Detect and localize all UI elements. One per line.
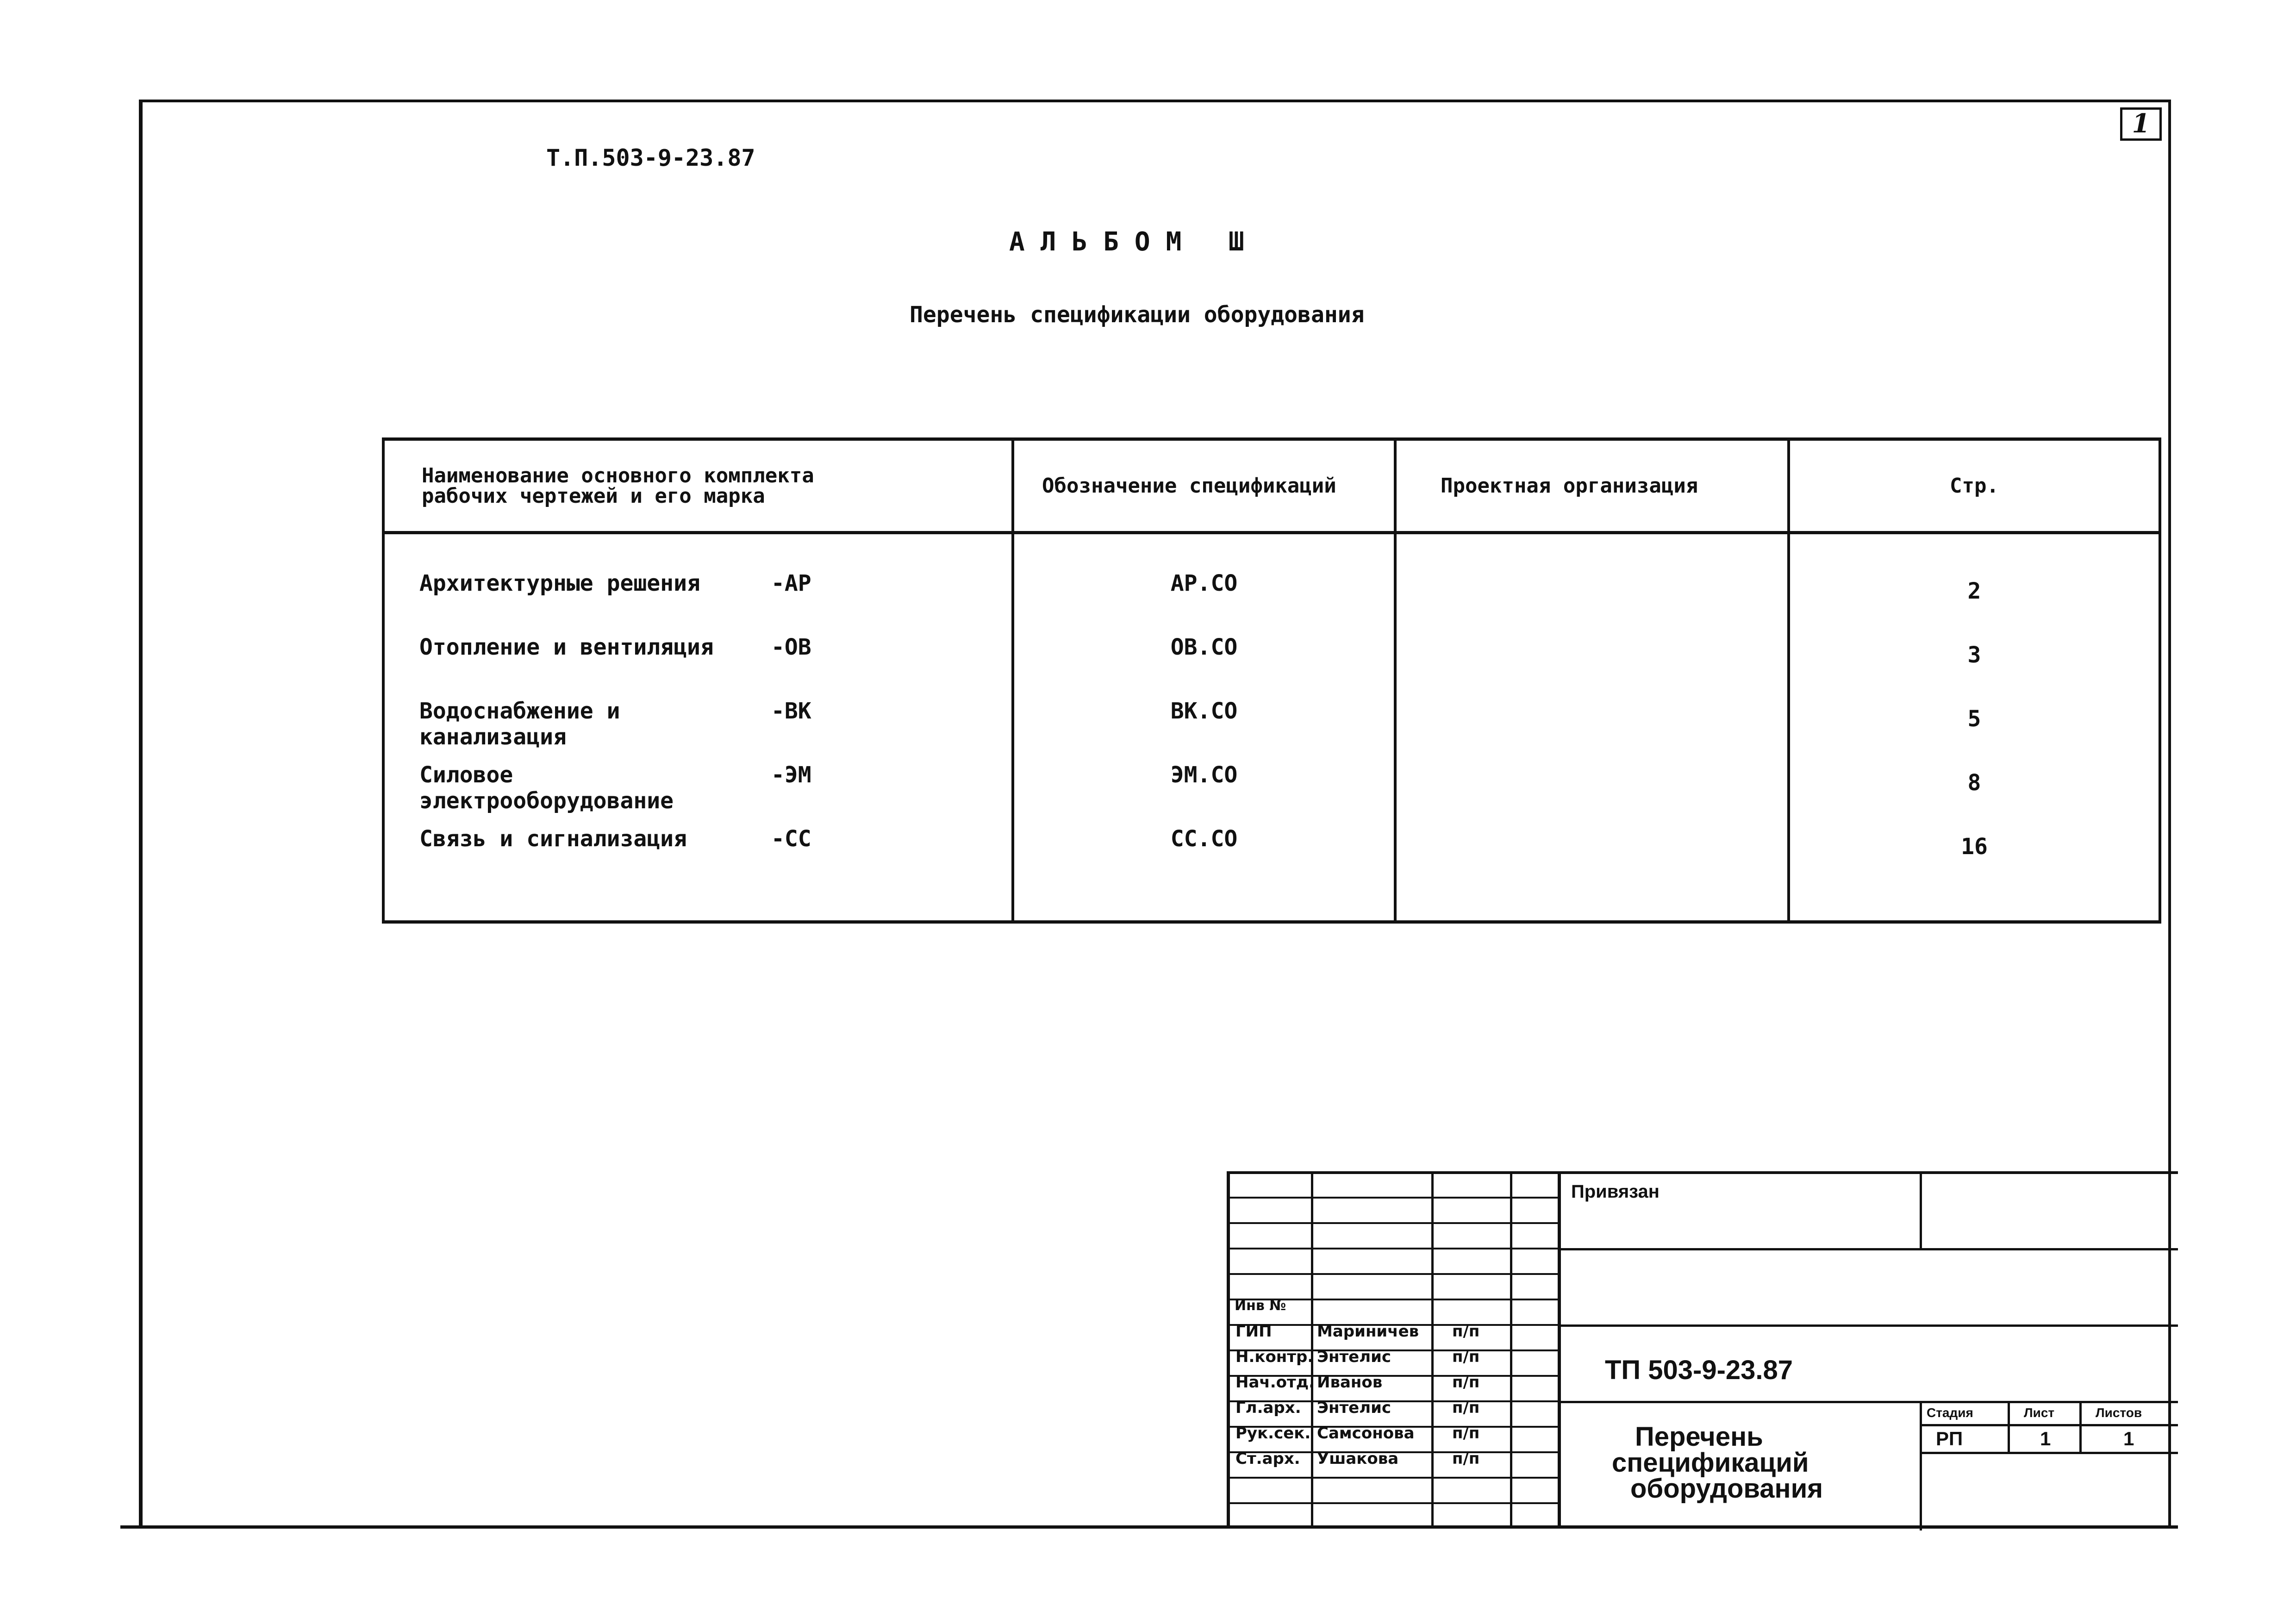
table-row xyxy=(385,570,1011,634)
divider xyxy=(1230,1502,1561,1504)
sheet-number-box xyxy=(2120,107,2162,141)
staff-role: Н.контр. xyxy=(1235,1348,1314,1366)
row-mark: -ОВ xyxy=(771,634,811,660)
divider xyxy=(1230,1273,1561,1275)
row-organization xyxy=(1397,570,1787,634)
divider xyxy=(1230,1477,1561,1479)
divider xyxy=(1230,1171,1561,1174)
row-designation: ЭМ.СО xyxy=(1170,762,1238,788)
header-page: Стр. xyxy=(1789,439,2160,533)
header-organization: Проектная организация xyxy=(1395,439,1789,533)
divider xyxy=(2079,1401,2082,1452)
column-pages xyxy=(1789,533,2160,922)
project-code: ТП 503-9-23.87 xyxy=(1605,1355,1793,1385)
staff-name: Мариничев xyxy=(1317,1322,1419,1341)
staff-signature: п/п xyxy=(1452,1424,1480,1443)
staff-signature: п/п xyxy=(1452,1449,1480,1468)
divider xyxy=(1561,1248,2178,1250)
row-organization xyxy=(1397,762,1787,826)
divider xyxy=(1230,1197,1561,1199)
divider xyxy=(1920,1452,2178,1454)
divider xyxy=(1230,1222,1561,1224)
row-name: Водоснабжение и канализация xyxy=(419,698,620,750)
document-subtitle: Перечень спецификации оборудования xyxy=(910,302,1365,328)
table-row xyxy=(385,762,1011,826)
sheet-value: 1 xyxy=(2040,1428,2051,1449)
staff-role: Гл.арх. xyxy=(1235,1399,1301,1417)
staff-signature: п/п xyxy=(1452,1322,1480,1341)
row-designation: ОВ.СО xyxy=(1170,634,1238,660)
sheet-title-line3: оборудования xyxy=(1630,1474,1823,1504)
document-code: Т.П.503-9-23.87 xyxy=(546,144,755,171)
divider xyxy=(1561,1324,2178,1327)
row-mark: -ВК xyxy=(771,698,811,724)
column-designations xyxy=(1013,533,1395,922)
sheet-label: Лист xyxy=(2024,1405,2055,1420)
sheet-number: 1 xyxy=(2132,108,2150,139)
inventory-label: Инв № xyxy=(1235,1298,1286,1314)
row-mark: -ЭМ xyxy=(771,762,811,788)
stage-label: Стадия xyxy=(1927,1405,1973,1420)
header-name-line1: Наименование основного комплекта xyxy=(422,463,814,487)
row-name: Отопление и вентиляция xyxy=(419,634,714,660)
staff-role: Рук.сек. xyxy=(1235,1424,1311,1443)
row-name: Связь и сигнализация xyxy=(419,826,687,852)
row-organization xyxy=(1397,634,1787,698)
table-body xyxy=(383,533,2160,922)
sheets-label: Листов xyxy=(2096,1405,2142,1420)
staff-role: Нач.отд. xyxy=(1235,1373,1315,1392)
column-names xyxy=(383,533,1013,922)
title-block xyxy=(1227,1171,2178,1528)
row-name: Архитектурные решения xyxy=(419,570,700,596)
row-organization xyxy=(1397,826,1787,890)
staff-signature: п/п xyxy=(1452,1348,1480,1366)
staff-signature: п/п xyxy=(1452,1399,1480,1417)
header-designation: Обозначение спецификаций xyxy=(1013,439,1395,533)
row-designation: АР.СО xyxy=(1170,570,1238,596)
column-organizations xyxy=(1395,533,1789,922)
row-organization xyxy=(1397,698,1787,762)
row-designation: ВК.СО xyxy=(1170,698,1238,724)
staff-name: Энтелис xyxy=(1317,1399,1391,1417)
header-name xyxy=(383,439,1013,533)
row-page: 8 xyxy=(1967,770,1981,796)
staff-signature: п/п xyxy=(1452,1373,1480,1392)
stage-value: РП xyxy=(1936,1428,1963,1449)
divider xyxy=(1561,1401,2178,1403)
staff-name: Самсонова xyxy=(1317,1424,1415,1443)
row-page: 3 xyxy=(1967,642,1981,668)
staff-role: ГИП xyxy=(1235,1322,1272,1341)
row-page: 2 xyxy=(1967,578,1981,604)
header-name-line2: рабочих чертежей и его марка xyxy=(422,484,765,508)
table-row xyxy=(385,634,1011,698)
title-block-main xyxy=(1558,1171,2178,1528)
divider xyxy=(1920,1174,1922,1248)
row-name: Силовое электрооборудование xyxy=(419,762,674,814)
table-header-row xyxy=(383,439,2160,533)
staff-role: Ст.арх. xyxy=(1235,1449,1300,1468)
title-block-signatures xyxy=(1227,1171,1558,1528)
divider xyxy=(2008,1401,2010,1452)
divider xyxy=(1920,1401,1922,1530)
staff-name: Иванов xyxy=(1317,1373,1383,1392)
staff-name: Энтелис xyxy=(1317,1348,1391,1366)
table-row xyxy=(385,698,1011,762)
row-mark: -АР xyxy=(771,570,811,596)
row-page: 5 xyxy=(1967,706,1981,732)
specification-table xyxy=(382,437,2161,924)
attached-label: Привязан xyxy=(1571,1181,1660,1202)
sheets-value: 1 xyxy=(2123,1428,2134,1449)
table-row xyxy=(385,826,1011,890)
album-title: АЛЬБОМ Ш xyxy=(1009,227,1260,257)
sheet-title-line2: спецификаций xyxy=(1612,1448,1809,1478)
row-mark: -СС xyxy=(771,826,811,852)
sheet-title-line1: Перечень xyxy=(1635,1422,1763,1452)
row-designation: СС.СО xyxy=(1170,826,1238,852)
row-page: 16 xyxy=(1961,834,1988,860)
staff-name: Ушакова xyxy=(1317,1449,1399,1468)
divider xyxy=(1920,1424,2178,1426)
divider xyxy=(1230,1248,1561,1249)
